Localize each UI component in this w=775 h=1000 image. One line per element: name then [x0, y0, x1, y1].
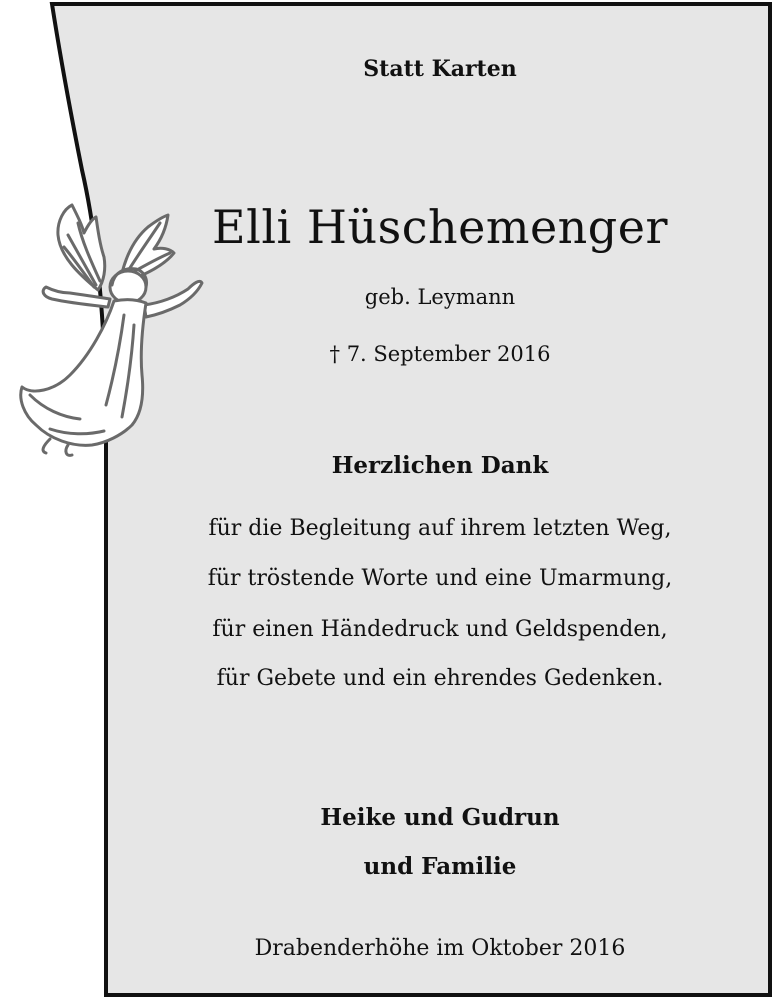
card-panel	[52, 4, 770, 995]
thanks-heading: Herzlichen Dank	[331, 452, 549, 479]
signature-names: Heike und Gudrun	[320, 804, 560, 831]
header-statt-karten: Statt Karten	[363, 56, 517, 82]
deceased-name: Elli Hüschemenger	[212, 200, 668, 254]
angel-left-arm	[43, 287, 110, 307]
signature-family: und Familie	[363, 853, 517, 880]
birth-name: geb. Leymann	[364, 285, 516, 309]
angel-gown	[21, 300, 146, 446]
thanks-line: für einen Händedruck und Geldspenden,	[212, 617, 668, 642]
thanks-line: für Gebete und ein ehrendes Gedenken.	[216, 666, 664, 691]
thanks-line: für tröstende Worte und eine Umarmung,	[207, 566, 673, 591]
angel-right-arm	[144, 281, 202, 317]
death-date: † 7. September 2016	[329, 342, 551, 366]
place-date: Drabenderhöhe im Oktober 2016	[254, 936, 626, 961]
thanks-line: für die Begleitung auf ihrem letzten Weg,	[208, 516, 672, 541]
